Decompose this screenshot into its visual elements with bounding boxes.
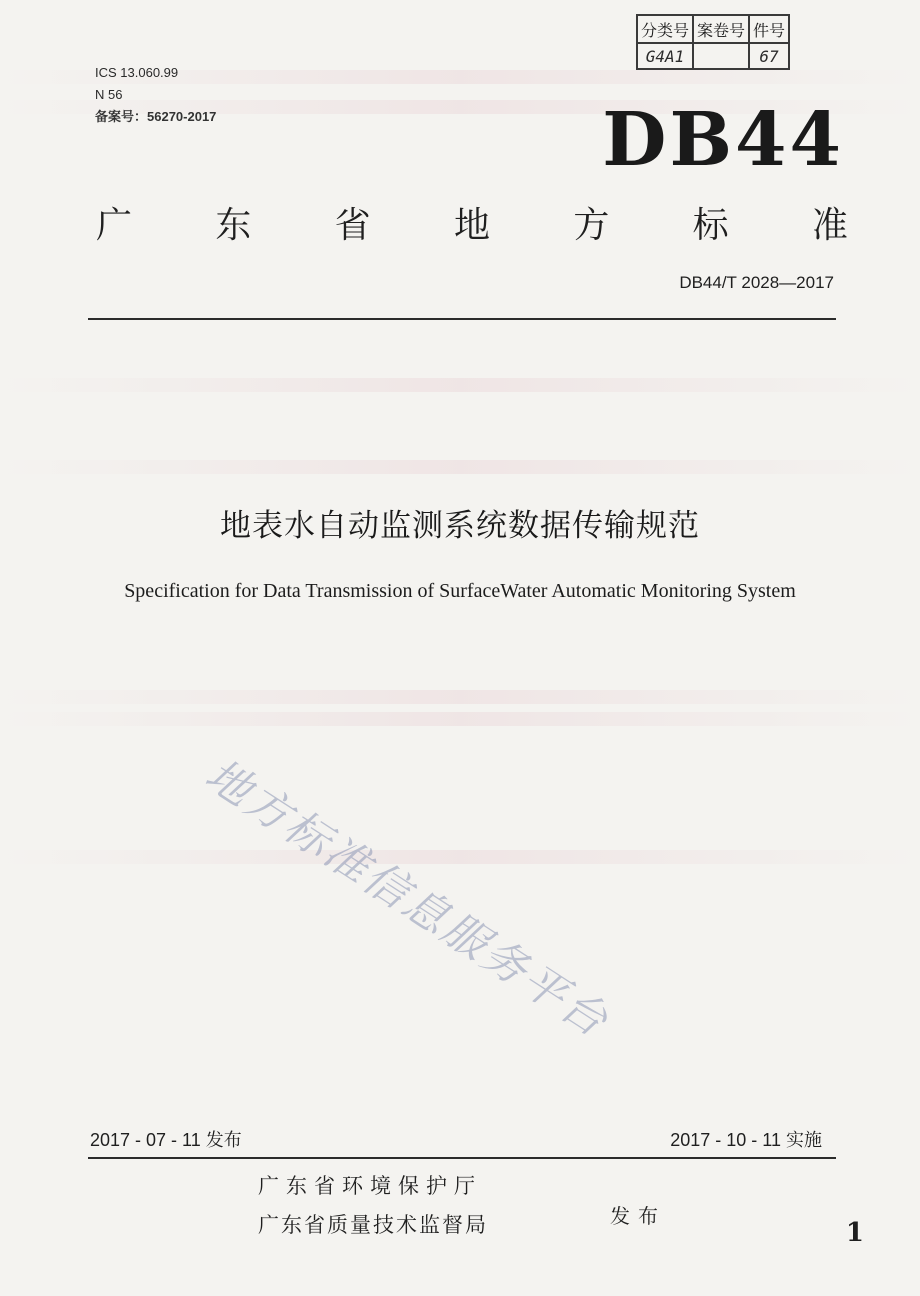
standard-type-char: 地 [453,205,490,246]
footer-divider [88,1157,836,1159]
standard-number: DB44/T 2028—2017 [679,273,834,292]
scan-artifact [0,850,920,864]
archive-value-volume [693,43,749,69]
archive-header-item: 件号 [749,15,789,43]
archive-header-volume: 案卷号 [693,15,749,43]
scan-artifact [0,378,920,392]
archive-stamp-box [636,14,790,70]
standard-type-char: 广 [96,205,133,246]
ics-code: ICS 13.060.99 [95,65,179,80]
archive-value-item: 67 [749,43,789,69]
title-chinese: 地表水自动监测系统数据传输规范 [220,508,700,544]
implementation-date: 2017 - 10 - 11 实施 [670,1130,822,1150]
archive-header-category: 分类号 [637,15,693,43]
watermark-text: 地方标准信息服务平台 [196,749,619,1048]
title-english: Specification for Data Transmission of SurfaceWater Automatic Monitoring System [124,580,796,602]
page-number: 1 [845,1218,864,1248]
standard-type-char: 标 [692,205,729,246]
standard-type-char: 省 [334,205,371,246]
scan-artifact [0,712,920,726]
record-number: 备案号：56270-2017 [95,109,217,124]
header-divider [88,318,836,320]
scan-artifact [0,460,920,474]
publish-label: 发布 [610,1204,666,1228]
standard-type-title [96,204,848,248]
db44-logo: DB44 [602,97,844,183]
issue-date: 2017 - 07 - 11 发布 [90,1130,242,1150]
scan-artifact [0,690,920,704]
issuer-environment-dept: 广东省环境保护厅 [258,1174,482,1198]
ccs-code: N 56 [95,87,123,102]
standard-type-char: 方 [573,205,610,246]
standard-type-char: 准 [811,205,848,246]
classification-meta [95,62,216,128]
archive-value-category: G4A1 [637,43,693,69]
issuer-quality-bureau: 广东省质量技术监督局 [258,1213,488,1237]
standard-type-char: 东 [215,205,252,246]
